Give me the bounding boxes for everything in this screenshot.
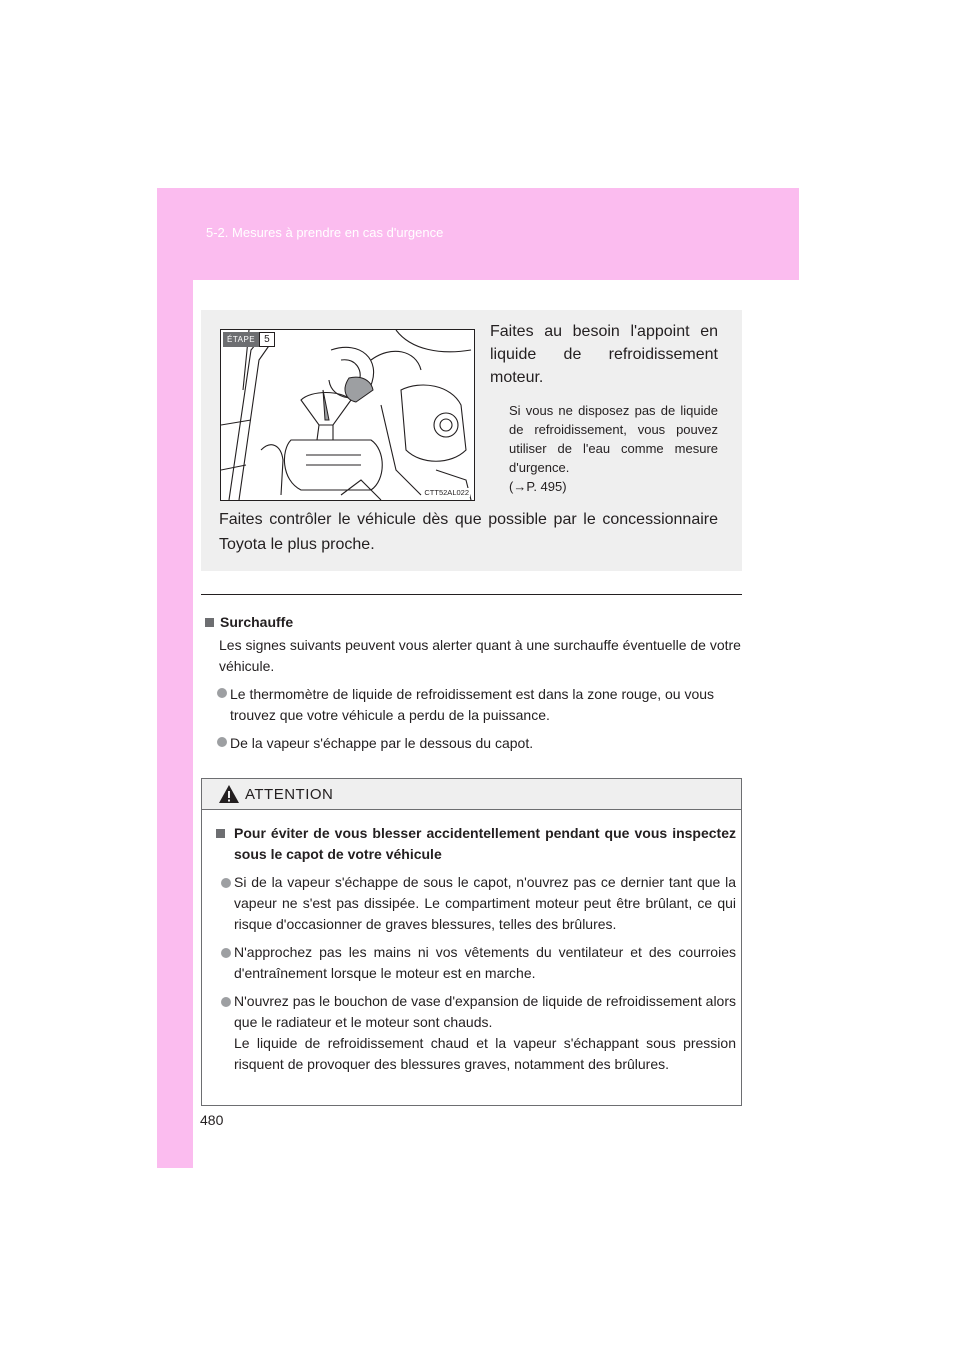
warning-subtitle: Pour éviter de vous blesser accidentellement pendant que vous inspectez sous le capot de votre véhicule [216,823,736,865]
warning-body [216,823,736,1075]
round-bullet-icon [217,688,227,698]
coolant-refill-drawing [221,330,475,501]
list-item: Le thermomètre de liquide de refroidissement est dans la zone rouge, ou vous trouvez que votre véhicule a perdu de la puissance. [205,684,742,726]
warning-item-continued: Le liquide de refroidissement chaud et la vapeur s'échappant sous pression risquent de provoquer des blessures graves, notamment des brûlures. [234,1035,736,1072]
figure-code: CTT52AL022 [424,488,469,497]
step-instruction: Faites au besoin l'appoint en liquide de refroidissement moteur. [490,323,718,386]
warning-box [201,778,742,1106]
warning-title: ATTENTION [245,786,334,803]
side-tab-band [157,188,193,1168]
page-reference-link[interactable]: (→P. 495) [509,479,567,494]
warning-header [202,779,741,810]
round-bullet-icon [221,948,231,958]
overheat-heading: Surchauffe [205,612,742,633]
warning-triangle-icon [218,784,240,804]
step-note-text: Si vous ne disposez pas de liquide de refroidissement, vous pouvez utiliser de l'eau comme mesure d'urgence. [509,403,718,475]
step-label: ÉTAPE [223,332,259,347]
round-bullet-icon [221,878,231,888]
list-item: De la vapeur s'échappe par le dessous du capot. [205,733,742,754]
page-number: 480 [200,1112,224,1128]
overheat-section [205,612,742,754]
section-title: 5-2. Mesures à prendre en cas d'urgence [206,225,444,240]
round-bullet-icon [221,997,231,1007]
step-followup-text: Faites contrôler le véhicule dès que possible par le concessionnaire Toyota le plus proche. [219,511,718,553]
divider [201,594,742,595]
engine-illustration [220,329,475,501]
step-note [509,401,718,496]
square-bullet-icon [216,829,225,838]
step-badge [223,332,275,347]
round-bullet-icon [217,737,227,747]
warning-item: N'ouvrez pas le bouchon de vase d'expansion de liquide de refroidissement alors que le radiateur et le moteur sont chauds. Le liquide de refroidissement chaud et la vapeur s'échappant sous pression risquent de provoquer des blessures graves, notamment des brûlures. [216,991,736,1075]
square-bullet-icon [205,618,214,627]
overheat-intro: Les signes suivants peuvent vous alerter quant à une surchauffe éventuelle de votre véhicule. [219,637,741,674]
warning-item: Si de la vapeur s'échappe de sous le capot, n'ouvrez pas ce dernier tant que la vapeur ne s'est pas dissipée. Le compartiment moteur peut être brûlant, ce qui risque d'occasionner de graves blessures, telles des brûlures. [216,872,736,935]
step-number: 5 [259,332,275,347]
warning-item: N'approchez pas les mains ni vos vêtements du ventilateur et des courroies d'entraînement lorsque le moteur est en marche. [216,942,736,984]
